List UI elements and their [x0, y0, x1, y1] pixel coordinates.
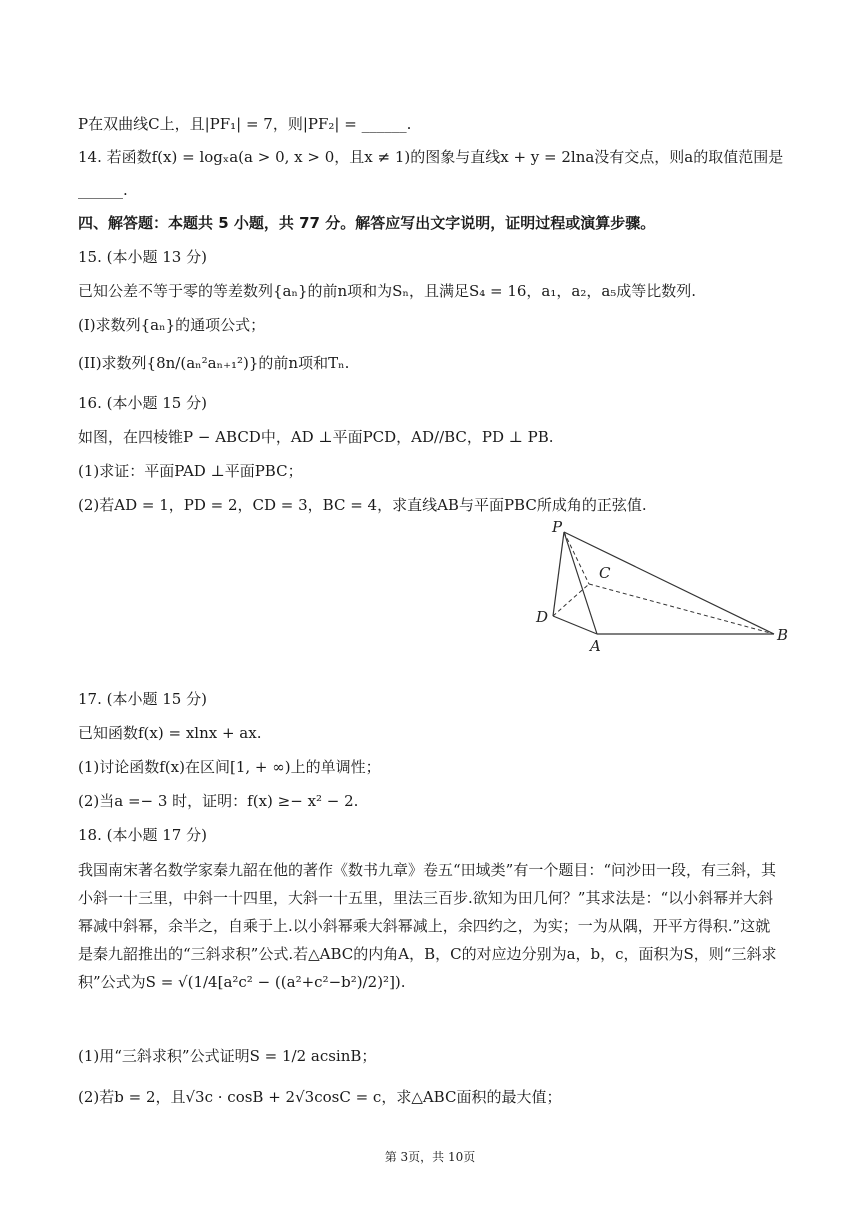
q18-stem: 我国南宋著名数学家秦九韶在他的著作《数书九章》卷五“田域类”有一个题目：“问沙田一段，有三斜，其小斜一十三里，中斜一十四里，大斜一十五里，里法三百步.欲知为田几何？”其求法是：“以小斜幂并大斜幂减中斜幂，余半之，自乘于上.以小斜幂乘大斜幂减上，余四约之，为实；一为从隅，开平方得积.”这就是秦九韶推出的“三斜求积”公式.若△ABC的内角A，B，C的对应边分别为a，b，c，面积为S，则“三斜求积”公式为S = √(1/4[a²c² − ((a²+c²−b²)/2)²]).	[78, 861, 777, 991]
q14-blank: ______.	[78, 181, 128, 199]
q14-text: 14. 若函数f(x) = logₓa(a > 0, x > 0，且x ≠ 1)的图象与直线x + y = 2lna没有交点，则a的取值范围是	[78, 148, 784, 166]
section-heading: 四、解答题：本题共 5 小题，共 77 分。解答应写出文字说明，证明过程或演算步骤。	[78, 214, 656, 232]
q18-header: 18. (本小题 17 分)	[78, 826, 207, 844]
label-b: B	[777, 626, 789, 644]
edge-pd	[553, 532, 564, 616]
q17-header: 17. (本小题 15 分)	[78, 690, 207, 708]
edge-pa	[564, 532, 597, 634]
q18-part1: (1)用“三斜求积”公式证明S = 1/2 acsinB；	[78, 1047, 377, 1065]
q16-part2: (2)若AD = 1，PD = 2，CD = 3，BC = 4，求直线AB与平面PBC所成角的正弦值.	[78, 496, 647, 514]
pyramid-figure	[528, 518, 818, 658]
q16-part1: (1)求证：平面PAD ⊥平面PBC；	[78, 462, 303, 480]
q15-stem: 已知公差不等于零的等差数列{aₙ}的前n项和为Sₙ，且满足S₄ = 16，a₁，a₂，a₅成等比数列.	[78, 282, 697, 300]
edge-dc	[553, 584, 589, 616]
q15-part1: (I)求数列{aₙ}的通项公式；	[78, 316, 266, 334]
q13-tail: P在双曲线C上，且|PF₁| = 7，则|PF₂| = ______.	[78, 115, 412, 133]
q15-part2: (II)求数列{8n/(aₙ²aₙ₊₁²)}的前n项和Tₙ.	[78, 354, 350, 372]
edge-pb	[564, 532, 774, 634]
q15-header: 15. (本小题 13 分)	[78, 248, 207, 266]
label-d: D	[536, 608, 549, 626]
edge-cb	[589, 584, 774, 634]
label-p: P	[552, 518, 563, 536]
q17-part2: (2)当a =− 3 时，证明：f(x) ≥− x² − 2.	[78, 792, 359, 810]
page-footer: 第 3页，共 10页	[384, 1150, 476, 1164]
edge-da	[553, 616, 597, 634]
q17-part1: (1)讨论函数f(x)在区间[1, + ∞)上的单调性；	[78, 758, 381, 776]
q17-stem: 已知函数f(x) = xlnx + ax.	[78, 724, 262, 742]
q16-header: 16. (本小题 15 分)	[78, 394, 207, 412]
edge-pc	[564, 532, 589, 584]
q16-stem: 如图，在四棱锥P − ABCD中，AD ⊥平面PCD，AD//BC，PD ⊥ PB.	[78, 428, 554, 446]
label-a: A	[590, 637, 601, 655]
q18-part2: (2)若b = 2，且√3c · cosB + 2√3cosC = c，求△ABC面积的最大值；	[78, 1088, 562, 1106]
label-c: C	[599, 564, 611, 582]
